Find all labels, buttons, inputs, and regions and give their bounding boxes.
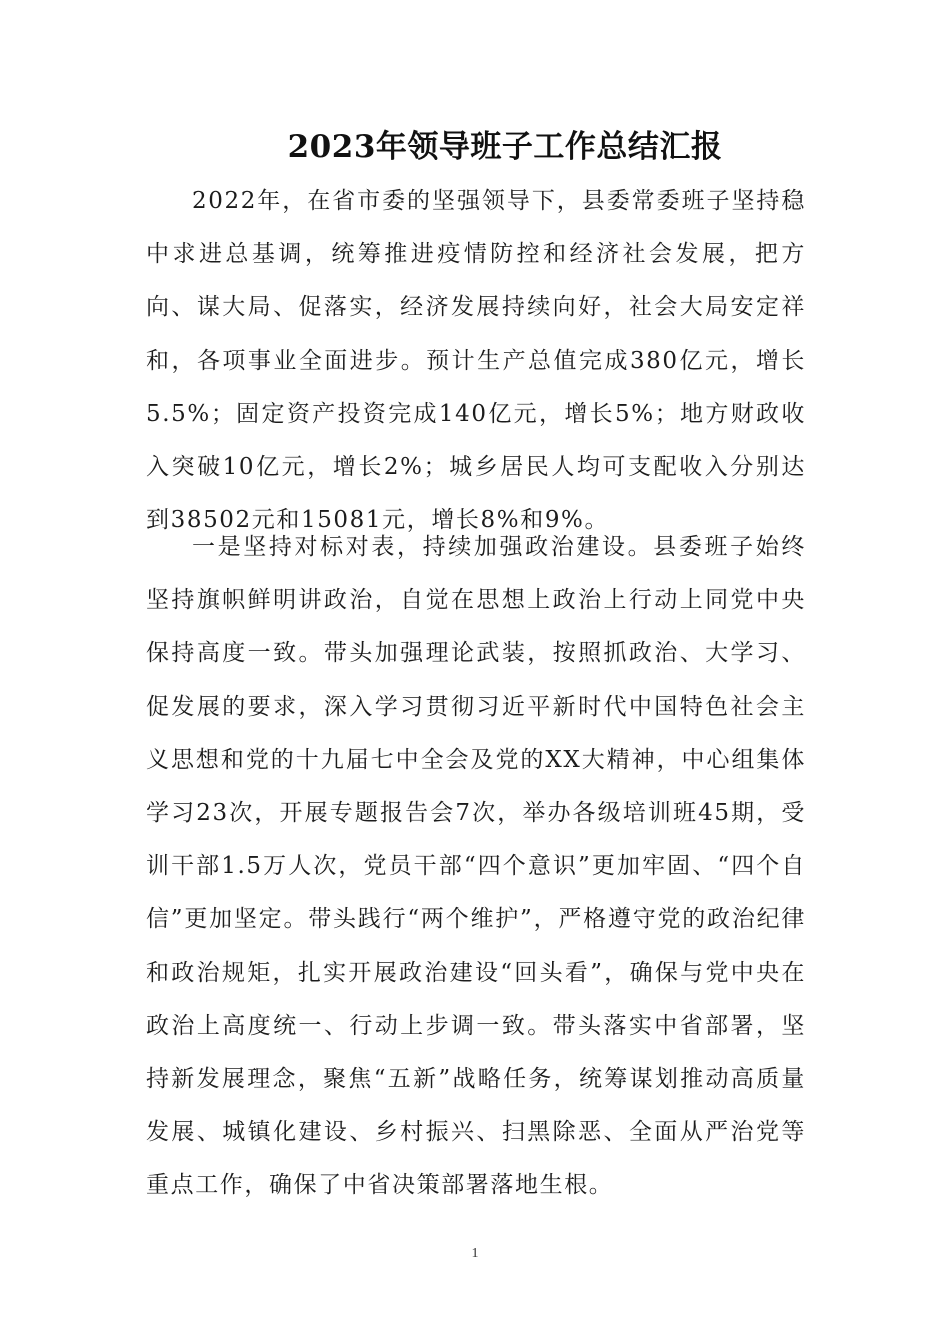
paragraph-summary: 2022年，在省市委的坚强领导下，县委常委班子坚持稳中求进总基调，统筹推进疫情防控和经济社会发展，把方向、谋大局、促落实，经济发展持续向好，社会大局安定祥和，各项事业全面进步。预计生产总值完成380亿元，增长5.5%；固定资产投资完成140亿元，增长5%；地方财政收入突破10亿元，增长2%；城乡居民人均可支配收入分别达到38502元和15081元，增长8%和9%。	[146, 188, 806, 534]
page-number: 1	[471, 1246, 479, 1261]
paragraph-political-building: 一是坚持对标对表，持续加强政治建设。县委班子始终坚持旗帜鲜明讲政治，自觉在思想上政治上行动上同党中央保持高度一致。带头加强理论武装，按照抓政治、大学习、促发展的要求，深入学习贯彻习近平新时代中国特色社会主义思想和党的十九届七中全会及党的XX大精神，中心组集体学习23次，开展专题报告会7次，举办各级培训班45期，受训干部1.5万人次，党员干部“四个意识”更加牢固、“四个自信”更加坚定。带头践行“两个维护”，严格遵守党的政治纪律和政治规矩，扎实开展政治建设“回头看”，确保与党中央在政治上高度统一、行动上步调一致。带头落实中省部署，坚持新发展理念，聚焦“五新”战略任务，统筹谋划推动高质量发展、城镇化建设、乡村振兴、扫黑除恶、全面从严治党等重点工作，确保了中省决策部署落地生根。	[146, 534, 806, 1199]
document-title: 2023年领导班子工作总结汇报	[287, 129, 723, 165]
